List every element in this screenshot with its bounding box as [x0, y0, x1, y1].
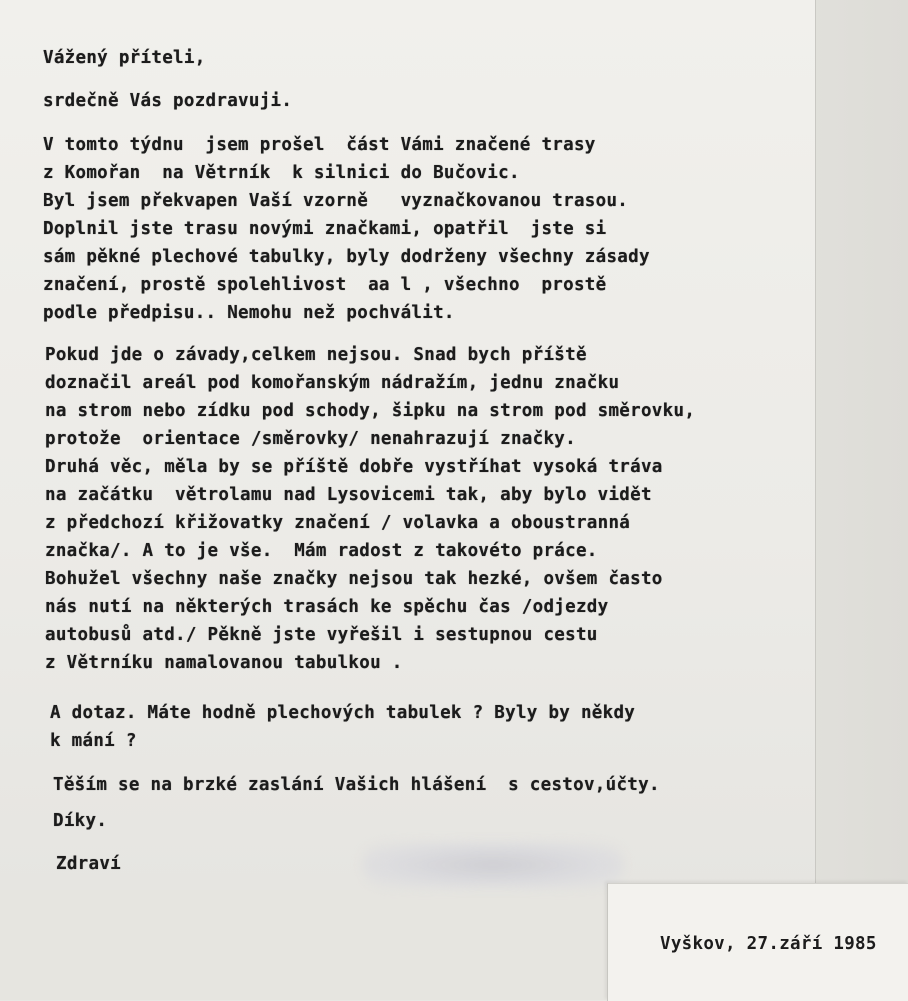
paragraph-1-line: V tomto týdnu jsem prošel část Vámi značené trasy: [43, 135, 596, 155]
paragraph-2-line: autobusů atd./ Pěkně jste vyřešil i sestupnou cestu: [45, 625, 598, 645]
paragraph-2-line: protože orientace /směrovky/ nenahrazují značky.: [45, 429, 576, 449]
paragraph-1-line: Byl jsem překvapen Vaší vzorně vyznačkovanou trasou.: [43, 191, 629, 211]
paragraph-4-line: Těším se na brzké zaslání Vašich hlášení s cestov,účty.: [53, 775, 660, 795]
paragraph-1-line: Doplnil jste trasu novými značkami, opatřil jste si: [43, 219, 607, 239]
letter-date: Vyškov, 27.září 1985: [660, 934, 877, 954]
paragraph-1-line: z Komořan na Větrník k silnici do Bučovic.: [43, 163, 520, 183]
paragraph-2-line: z Větrníku namalovanou tabulkou .: [45, 653, 403, 673]
paragraph-2-line: nás nutí na některých trasách ke spěchu čas /odjezdy: [45, 597, 609, 617]
paragraph-4-line: Díky.: [53, 811, 108, 831]
paragraph-2-line: Bohužel všechny naše značky nejsou tak hezké, ovšem často: [45, 569, 663, 589]
paragraph-3-line: k mání ?: [50, 731, 137, 751]
paragraph-1-line: značení, prostě spolehlivost aa l , všechno prostě: [43, 275, 607, 295]
paragraph-2-line: na začátku větrolamu nad Lysovicemi tak, aby bylo vidět: [45, 485, 652, 505]
paragraph-2-line: doznačil areál pod komořanským nádražím, jednu značku: [45, 373, 620, 393]
paragraph-2-line: na strom nebo zídku pod schody, šipku na strom pod směrovku,: [45, 401, 696, 421]
paragraph-1-line: sám pěkné plechové tabulky, byly dodrženy všechny zásady: [43, 247, 650, 267]
paragraph-2-line: Pokud jde o závady,celkem nejsou. Snad bych příště: [45, 345, 587, 365]
closing: Zdraví: [56, 854, 122, 874]
paragraph-2-line: značka/. A to je vše. Mám radost z takovéto práce.: [45, 541, 598, 561]
redacted-signature: [362, 842, 624, 888]
intro-line: srdečně Vás pozdravuji.: [43, 91, 293, 111]
paragraph-3-line: A dotaz. Máte hodně plechových tabulek ? Byly by někdy: [50, 703, 636, 723]
paragraph-2-line: Druhá věc, měla by se příště dobře vystříhat vysoká tráva: [45, 457, 663, 477]
greeting: Vážený příteli,: [43, 48, 206, 68]
paragraph-2-line: z předchozí křižovatky značení / volavka a oboustranná: [45, 513, 631, 533]
paragraph-1-line: podle předpisu.. Nemohu než pochválit.: [43, 303, 455, 323]
